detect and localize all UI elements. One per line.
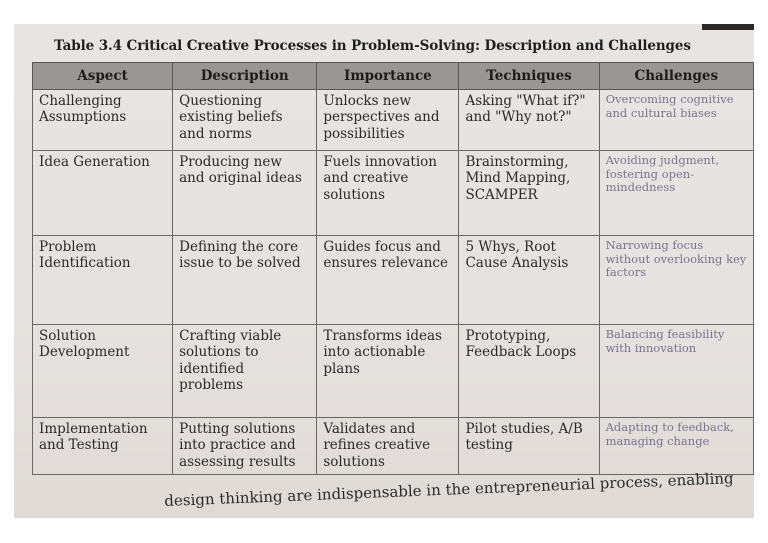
cell-importance: Validates and refines creative solutions [317,418,459,475]
cell-description: Defining the core issue to be solved [173,236,317,325]
cell-challenges: Adapting to feedback, managing change [599,418,753,475]
page-edge-mark [702,24,754,30]
cell-description: Producing new and original ideas [173,151,317,236]
cell-aspect: Idea Generation [33,151,173,236]
cell-techniques: Prototyping, Feedback Loops [459,325,599,418]
cell-aspect: Challenging Assumptions [33,90,173,151]
cell-techniques: Brainstorming, Mind Mapping, SCAMPER [459,151,599,236]
table-caption: Table 3.4 Critical Creative Processes in Problem-Solving: Description and Challenges [54,38,691,54]
header-techniques: Techniques [459,63,599,90]
cell-description: Putting solutions into practice and assessing results [173,418,317,475]
cell-importance: Transforms ideas into actionable plans [317,325,459,418]
table-row [33,418,754,475]
cell-description: Crafting viable solutions to identified problems [173,325,317,418]
cell-importance: Unlocks new perspectives and possibilities [317,90,459,151]
table-row [33,90,754,151]
cell-aspect: Solution Development [33,325,173,418]
processes-table [32,62,754,475]
header-description: Description [173,63,317,90]
table-container [32,62,754,512]
cell-importance: Fuels innovation and creative solutions [317,151,459,236]
table-row [33,236,754,325]
cell-techniques: Asking "What if?" and "Why not?" [459,90,599,151]
table-header-row [33,63,754,90]
cell-importance: Guides focus and ensures relevance [317,236,459,325]
cell-challenges: Avoiding judgment, fostering open-mindedness [599,151,753,236]
header-challenges: Challenges [599,63,753,90]
table-row [33,151,754,236]
table-row [33,325,754,418]
cell-challenges: Narrowing focus without overlooking key factors [599,236,753,325]
book-page-photo [14,24,754,518]
cell-techniques: 5 Whys, Root Cause Analysis [459,236,599,325]
cell-techniques: Pilot studies, A/B testing [459,418,599,475]
cell-challenges: Balancing feasibility with innovation [599,325,753,418]
cell-aspect: Implementation and Testing [33,418,173,475]
header-importance: Importance [317,63,459,90]
cell-aspect: Problem Identification [33,236,173,325]
header-aspect: Aspect [33,63,173,90]
cell-challenges: Overcoming cognitive and cultural biases [599,90,753,151]
body-text-line: design thinking are indispensable in the entrepreneurial process, enabling [164,469,734,510]
cell-description: Questioning existing beliefs and norms [173,90,317,151]
